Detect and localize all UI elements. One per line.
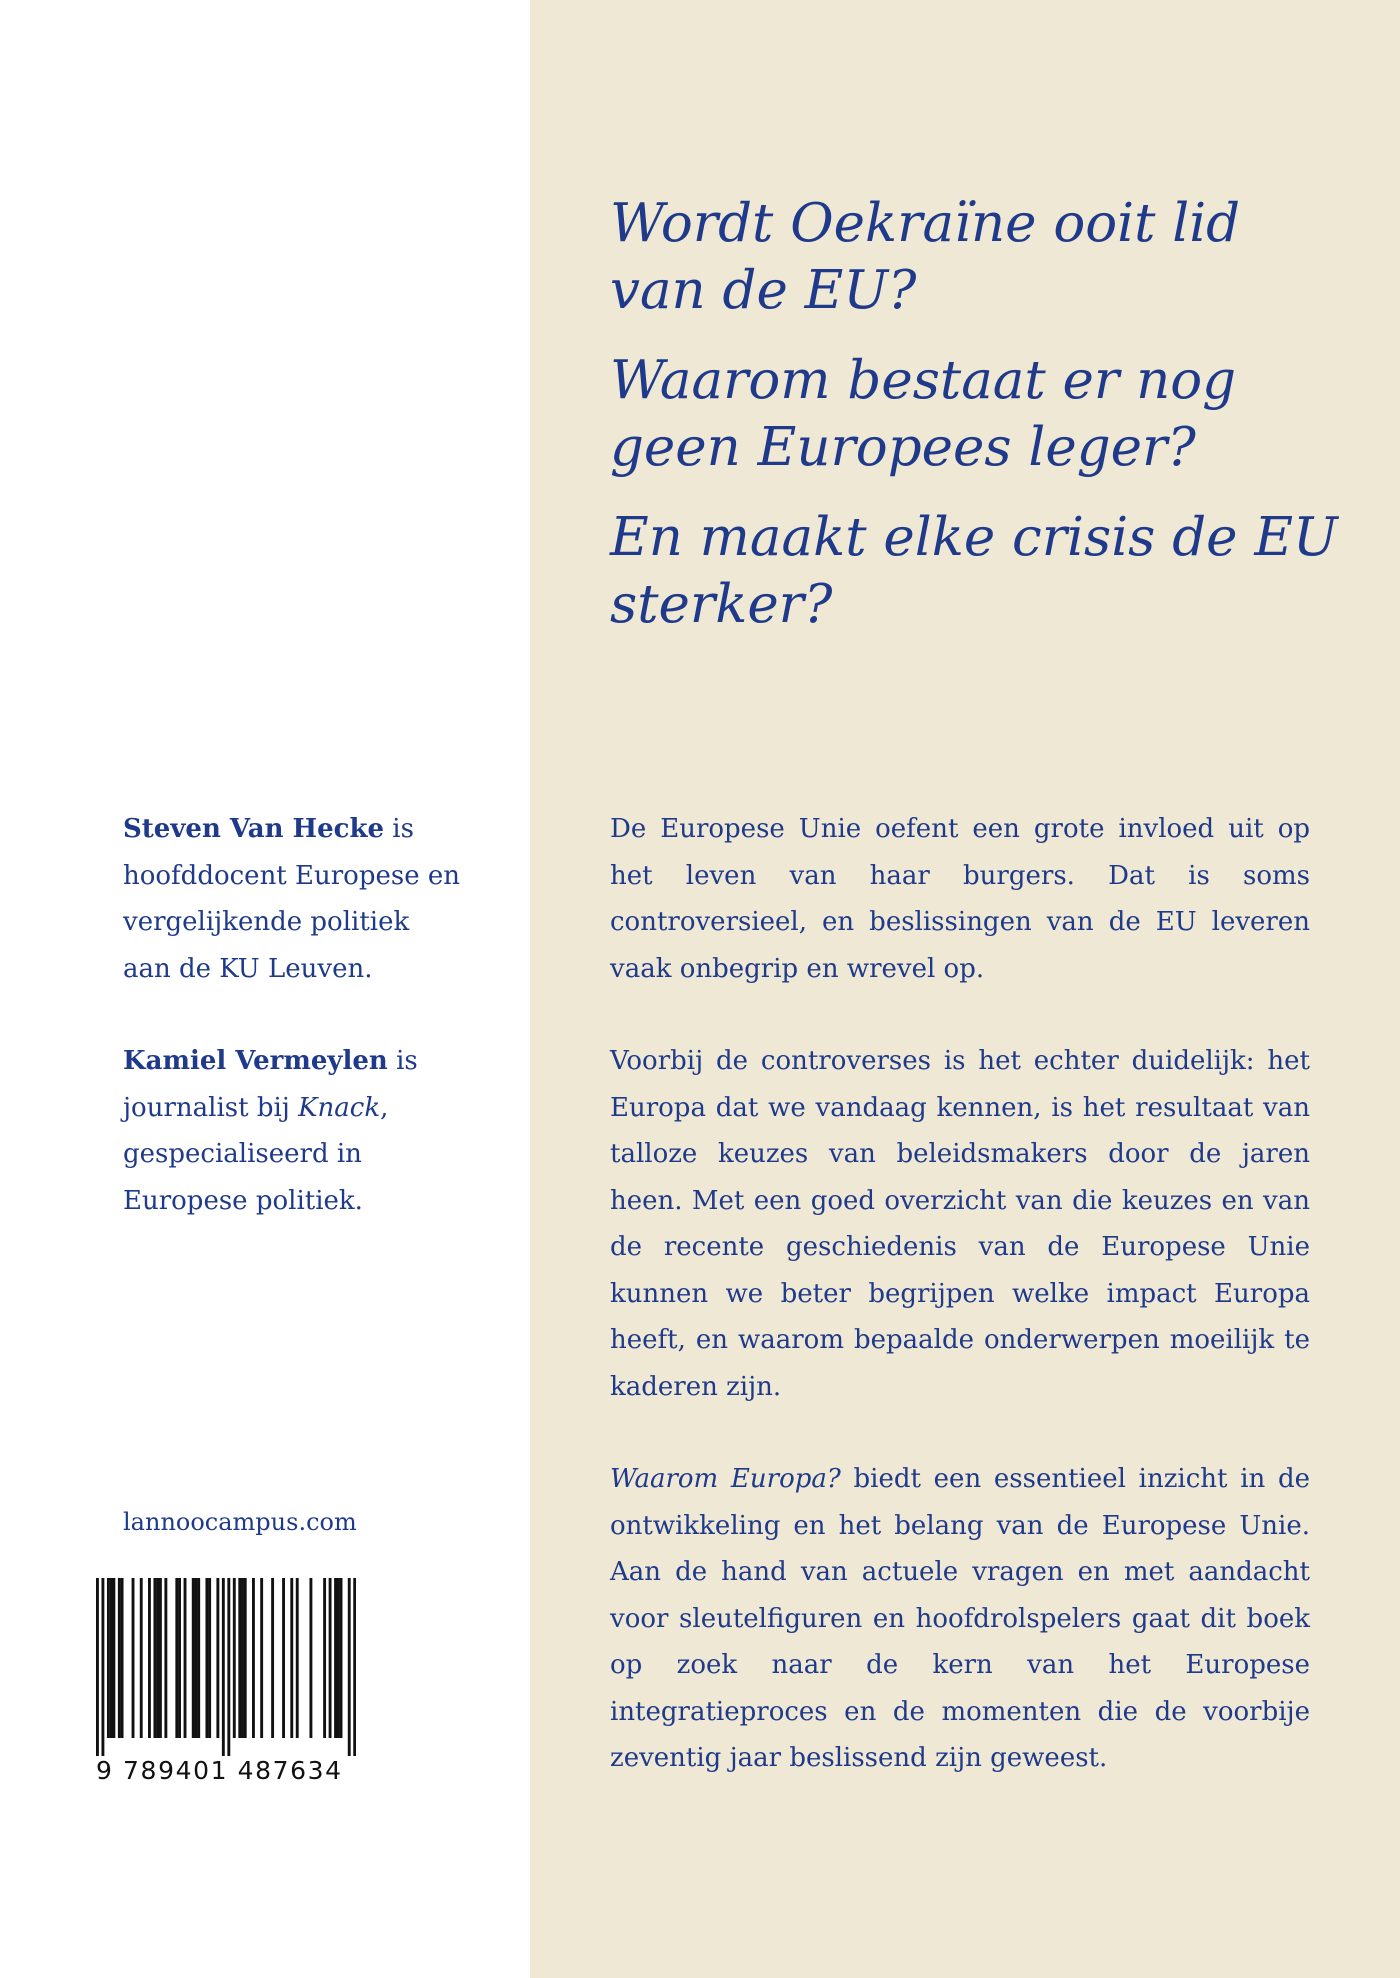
barcode-bar (337, 1578, 340, 1738)
barcode-bar (164, 1578, 167, 1738)
barcode-bar (227, 1578, 230, 1756)
barcode-bar (148, 1578, 151, 1738)
barcode-bar (340, 1578, 343, 1738)
author-name: Steven Van Hecke (123, 814, 385, 844)
barcode-bar (101, 1578, 104, 1756)
barcode-bar (334, 1578, 337, 1738)
right-panel (530, 0, 1400, 1978)
blurb-paragraph: Waarom Europa? biedt een essentieel inzicht in de ontwikkeling en het belang van de Europese Unie. Aan de hand van actuele vragen en met aandacht voor sleutelfiguren en hoofdrolspelers gaat dit boek op zoek naar de kern van het Europese integratieproces en de momenten die de voorbije zeventig jaar beslissend zijn geweest. (610, 1464, 1310, 1773)
barcode-bar (216, 1578, 219, 1738)
question: Waarom bestaat er nog geen Europees leger? (610, 350, 1237, 478)
barcode-bar (323, 1578, 326, 1738)
barcode-bar (153, 1578, 156, 1738)
barcode-bar (282, 1578, 285, 1738)
barcode-bar (353, 1578, 356, 1756)
question: Wordt Oekraïne ooit lid van de EU? (610, 193, 1241, 321)
publisher-website: lannoocampus.com (123, 1508, 357, 1536)
barcode-bar (252, 1578, 255, 1738)
question: En maakt elke crisis de EU sterker? (610, 507, 1338, 635)
author-bio: Kamiel Vermeylen is journalist bij Knack, gespecialiseerd in Europese politiek. (123, 1046, 418, 1216)
barcode-bar (112, 1578, 115, 1738)
barcode-bar (159, 1578, 162, 1738)
barcode-bar (175, 1578, 178, 1738)
author-bios (123, 806, 463, 1270)
book-title: Waarom Europa? (610, 1464, 841, 1494)
barcode-bar (271, 1578, 274, 1738)
barcode-bar (107, 1578, 110, 1738)
barcode-bar (233, 1578, 236, 1738)
barcode-bar (96, 1578, 99, 1756)
barcode-graphic (96, 1578, 356, 1756)
barcode-bar (118, 1578, 121, 1738)
barcode-bar (178, 1578, 181, 1738)
barcode-bar (309, 1578, 312, 1738)
barcode-bar (110, 1578, 113, 1738)
barcode-bar (241, 1578, 244, 1738)
blurb-paragraph: De Europese Unie oefent een grote invloed uit op het leven van haar burgers. Dat is soms controversieel, en beslissingen van de EU leveren vaak onbegrip en wrevel op. (610, 814, 1310, 984)
barcode-bar (329, 1578, 332, 1738)
left-column (0, 0, 530, 1978)
barcode-bar (348, 1578, 351, 1756)
barcode-bar (192, 1578, 195, 1738)
barcode-bar (260, 1578, 263, 1738)
barcode-bar (244, 1578, 247, 1738)
author-bio: Steven Van Hecke is hoofddocent Europese en vergelijkende politiek aan de KU Leuven. (123, 814, 460, 984)
isbn-number: 9 789401 487634 (96, 1756, 343, 1785)
barcode-bar (197, 1578, 200, 1738)
blurb-paragraph: Voorbij de controverses is het echter duidelijk: het Europa dat we vandaag kennen, is het resultaat van talloze keuzes van beleidsmakers door de jaren heen. Met een goed overzicht van die keuzes en van de recente geschiedenis van de Europese Unie kunnen we beter begrijpen welke impact Europa heeft, en waarom bepaalde onderwerpen moeilijk te kaderen zijn. (610, 1046, 1310, 1402)
barcode-bar (208, 1578, 211, 1738)
barcode-bar (290, 1578, 293, 1738)
barcode-bar (238, 1578, 241, 1738)
barcode-bar (195, 1578, 198, 1738)
barcode-bar (296, 1578, 299, 1738)
barcode-bar (205, 1578, 208, 1738)
blurb (610, 806, 1310, 1828)
barcode-bar (156, 1578, 159, 1738)
barcode-bar (140, 1578, 143, 1738)
cover-questions (610, 190, 1350, 661)
barcode-bar (132, 1578, 135, 1738)
magazine-name: Knack (298, 1092, 381, 1123)
barcode-bar (184, 1578, 187, 1738)
barcode-bar (222, 1578, 225, 1756)
barcode-bar (121, 1578, 124, 1738)
author-name: Kamiel Vermeylen (123, 1046, 388, 1076)
